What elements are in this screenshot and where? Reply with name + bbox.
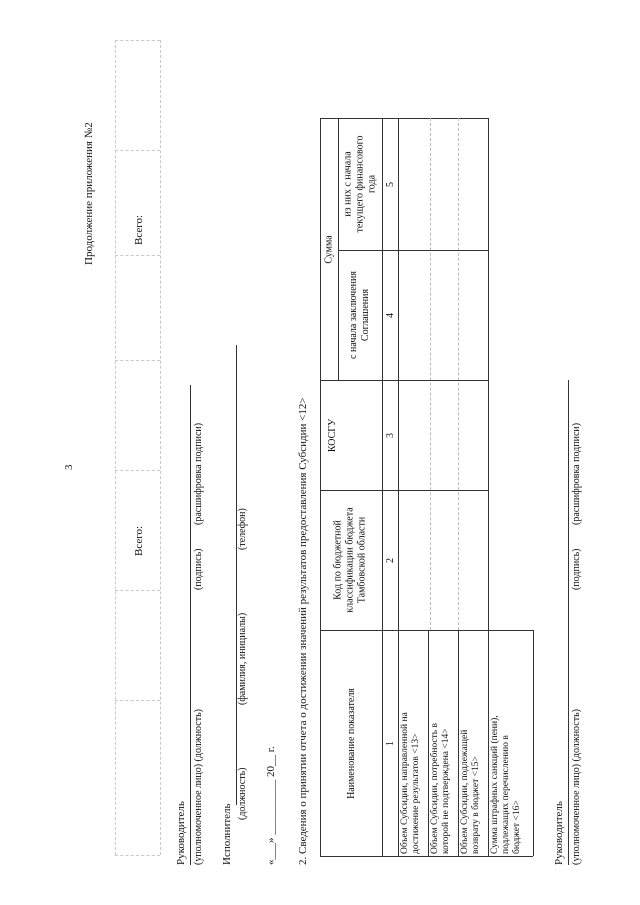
head-roles-2: (уполномоченное лицо) (должность) bbox=[571, 708, 582, 865]
faint-line bbox=[115, 40, 160, 41]
total-label-top: Всего: bbox=[133, 214, 145, 245]
header-code: Код по бюджетной классификации бюджета Тамбовской области bbox=[333, 507, 368, 613]
executor-phone: (телефон) bbox=[237, 508, 248, 550]
signature-caption: (подпись) bbox=[193, 548, 204, 590]
header-sum: Сумма bbox=[323, 234, 335, 264]
col-number: 2 bbox=[384, 557, 396, 563]
col-number: 1 bbox=[384, 740, 396, 746]
faint-line bbox=[160, 40, 161, 855]
table-row-line bbox=[458, 118, 459, 630]
total-label-mid: Всего: bbox=[133, 525, 145, 556]
table-row: Объем Субсидии, потребность в которой не подтверждена <14> bbox=[430, 723, 451, 854]
table-border-bottom bbox=[320, 856, 488, 857]
section-title: 2. Сведения о принятии отчета о достижении значений результатов предоставления Субсидии <12> bbox=[297, 397, 309, 865]
faint-line bbox=[115, 700, 160, 701]
faint-line bbox=[115, 255, 160, 256]
faint-line bbox=[115, 855, 160, 856]
table-row: Объем Субсидии, направленной на достижение результатов <13> bbox=[400, 712, 421, 854]
table-row-line bbox=[488, 856, 533, 857]
faint-line bbox=[115, 360, 160, 361]
page-number: 3 bbox=[63, 464, 75, 470]
executor-position: (должность) bbox=[237, 767, 248, 820]
executor-line bbox=[236, 345, 237, 805]
executor-name: (фамилия, инициалы) bbox=[237, 612, 248, 705]
signature-line-2 bbox=[568, 380, 569, 865]
decode-caption: (расшифровка подписи) bbox=[193, 422, 204, 525]
col-number: 4 bbox=[384, 312, 396, 318]
table-row-line bbox=[533, 630, 534, 856]
table-row-line bbox=[430, 118, 431, 630]
date-line: «___» __________ 20__ г. bbox=[265, 746, 277, 865]
col-number: 3 bbox=[384, 432, 396, 438]
executor-label: Исполнитель bbox=[221, 803, 233, 865]
header-name: Наименование показателя bbox=[345, 687, 357, 799]
faint-line bbox=[115, 590, 160, 591]
signature-line bbox=[190, 385, 191, 865]
head-label-2: Руководитель bbox=[553, 801, 565, 865]
continuation-label: Продолжение приложения №2 bbox=[83, 122, 95, 265]
head-roles: (уполномоченное лицо) (должность) bbox=[193, 708, 204, 865]
header-sum-year: из них с начала текущего финансового года bbox=[342, 135, 377, 233]
header-sum-agreement: с начала заключения Соглашения bbox=[348, 271, 372, 359]
header-kosgu: КОСГУ bbox=[327, 418, 339, 452]
faint-line bbox=[115, 150, 160, 151]
faint-line bbox=[115, 40, 116, 855]
col-number: 5 bbox=[384, 181, 396, 187]
decode-caption-2: (расшифровка подписи) bbox=[571, 422, 582, 525]
table-row: Объем Субсидии, подлежащей возврату в бюджет <15> bbox=[460, 729, 481, 854]
signature-caption-2: (подпись) bbox=[571, 548, 582, 590]
faint-line bbox=[115, 470, 160, 471]
head-label: Руководитель bbox=[175, 801, 187, 865]
table-row: Сумма штрафных санкций (пени), подлежащих перечислению в бюджет <16> bbox=[490, 715, 522, 854]
